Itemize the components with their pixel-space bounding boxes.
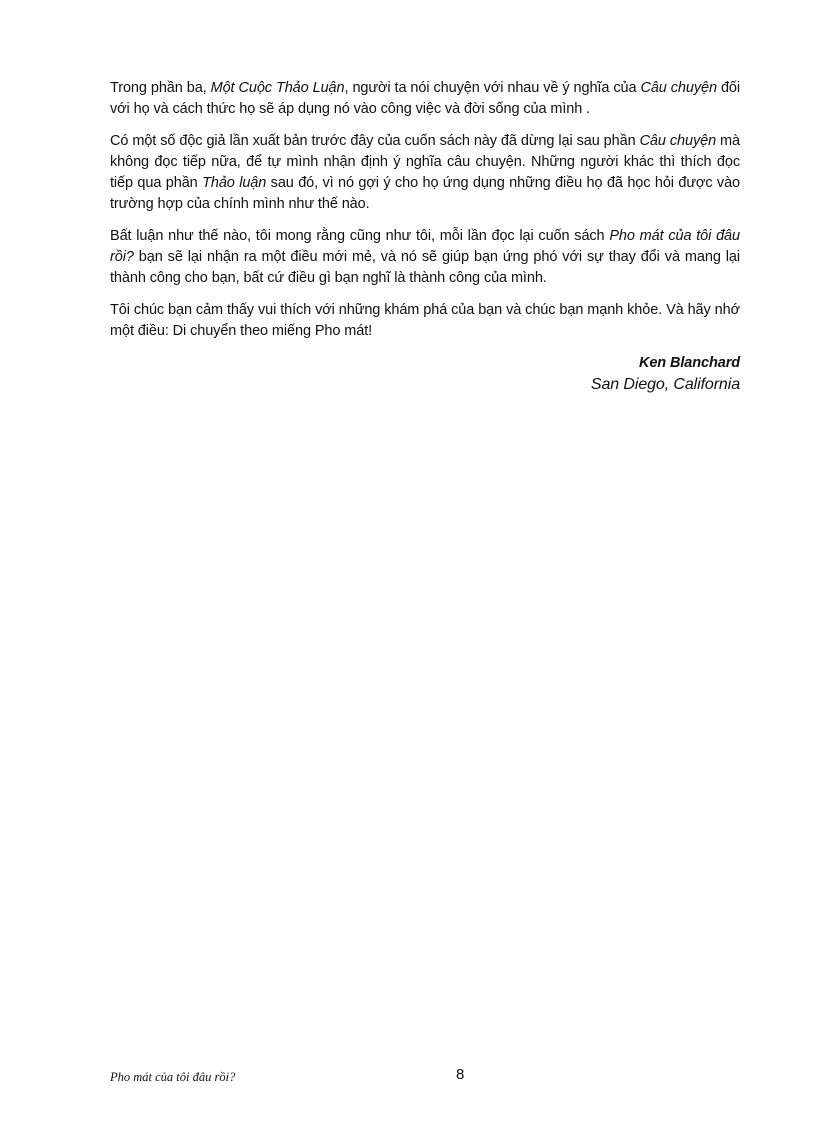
text-run: mà không đọc tiếp nữa, để tự mình nhận định ý nghĩa câu chuyện. Những người khác thì thích đọc tiếp qua phần	[110, 133, 741, 191]
text-run: , người ta nói chuyện với nhau về ý nghĩa của	[344, 80, 641, 96]
paragraph	[110, 78, 740, 120]
italic-text: Một Cuộc Thảo Luận	[210, 80, 345, 96]
italic-text: Câu chuyện	[639, 133, 717, 149]
text-run: Trong phần ba,	[110, 80, 211, 96]
text-run: Tôi chúc bạn cảm thấy vui thích với những khám phá của bạn và chúc bạn mạnh khỏe. Và hãy nhớ một điều: Di chuyển theo miếng Pho mát!	[110, 302, 740, 339]
author-location: San Diego, California	[590, 376, 740, 393]
text-run: Có một số độc giả lần xuất bản trước đây của cuốn sách này đã dừng lại sau phần	[110, 133, 640, 149]
text-run: Bất luận như thế nào, tôi mong rằng cũng như tôi, mỗi lần đọc lại cuốn sách	[110, 228, 610, 244]
text-run: sau đó, vì nó gợi ý cho họ ứng dụng những điều họ đã học hỏi được vào trường hợp của chính mình như thế nào.	[110, 175, 741, 212]
italic-text: Thảo luận	[202, 175, 267, 191]
text-run: bạn sẽ lại nhận ra một điều mới mẻ, và nó sẽ giúp bạn ứng phó với sự thay đổi và mang lại thành công cho bạn, bất cứ điều gì bạn nghĩ là thành công của mình.	[110, 249, 740, 286]
paragraphs	[110, 78, 740, 342]
italic-text: Câu chuyện	[640, 80, 717, 96]
paragraph	[110, 226, 740, 289]
italic-text: Pho mát của tôi đâu rồi?	[110, 228, 740, 265]
page-body	[110, 78, 740, 396]
text-run: đối với họ và cách thức họ sẽ áp dụng nó vào công việc và đời sống của mình .	[110, 80, 741, 117]
paragraph	[110, 300, 740, 342]
paragraph	[110, 131, 740, 215]
author-name: Ken Blanchard	[638, 355, 740, 371]
page-number: 8	[456, 1066, 465, 1083]
signature-block	[110, 352, 740, 396]
footer-book-title: Pho mát của tôi đâu rồi?	[110, 1070, 236, 1084]
